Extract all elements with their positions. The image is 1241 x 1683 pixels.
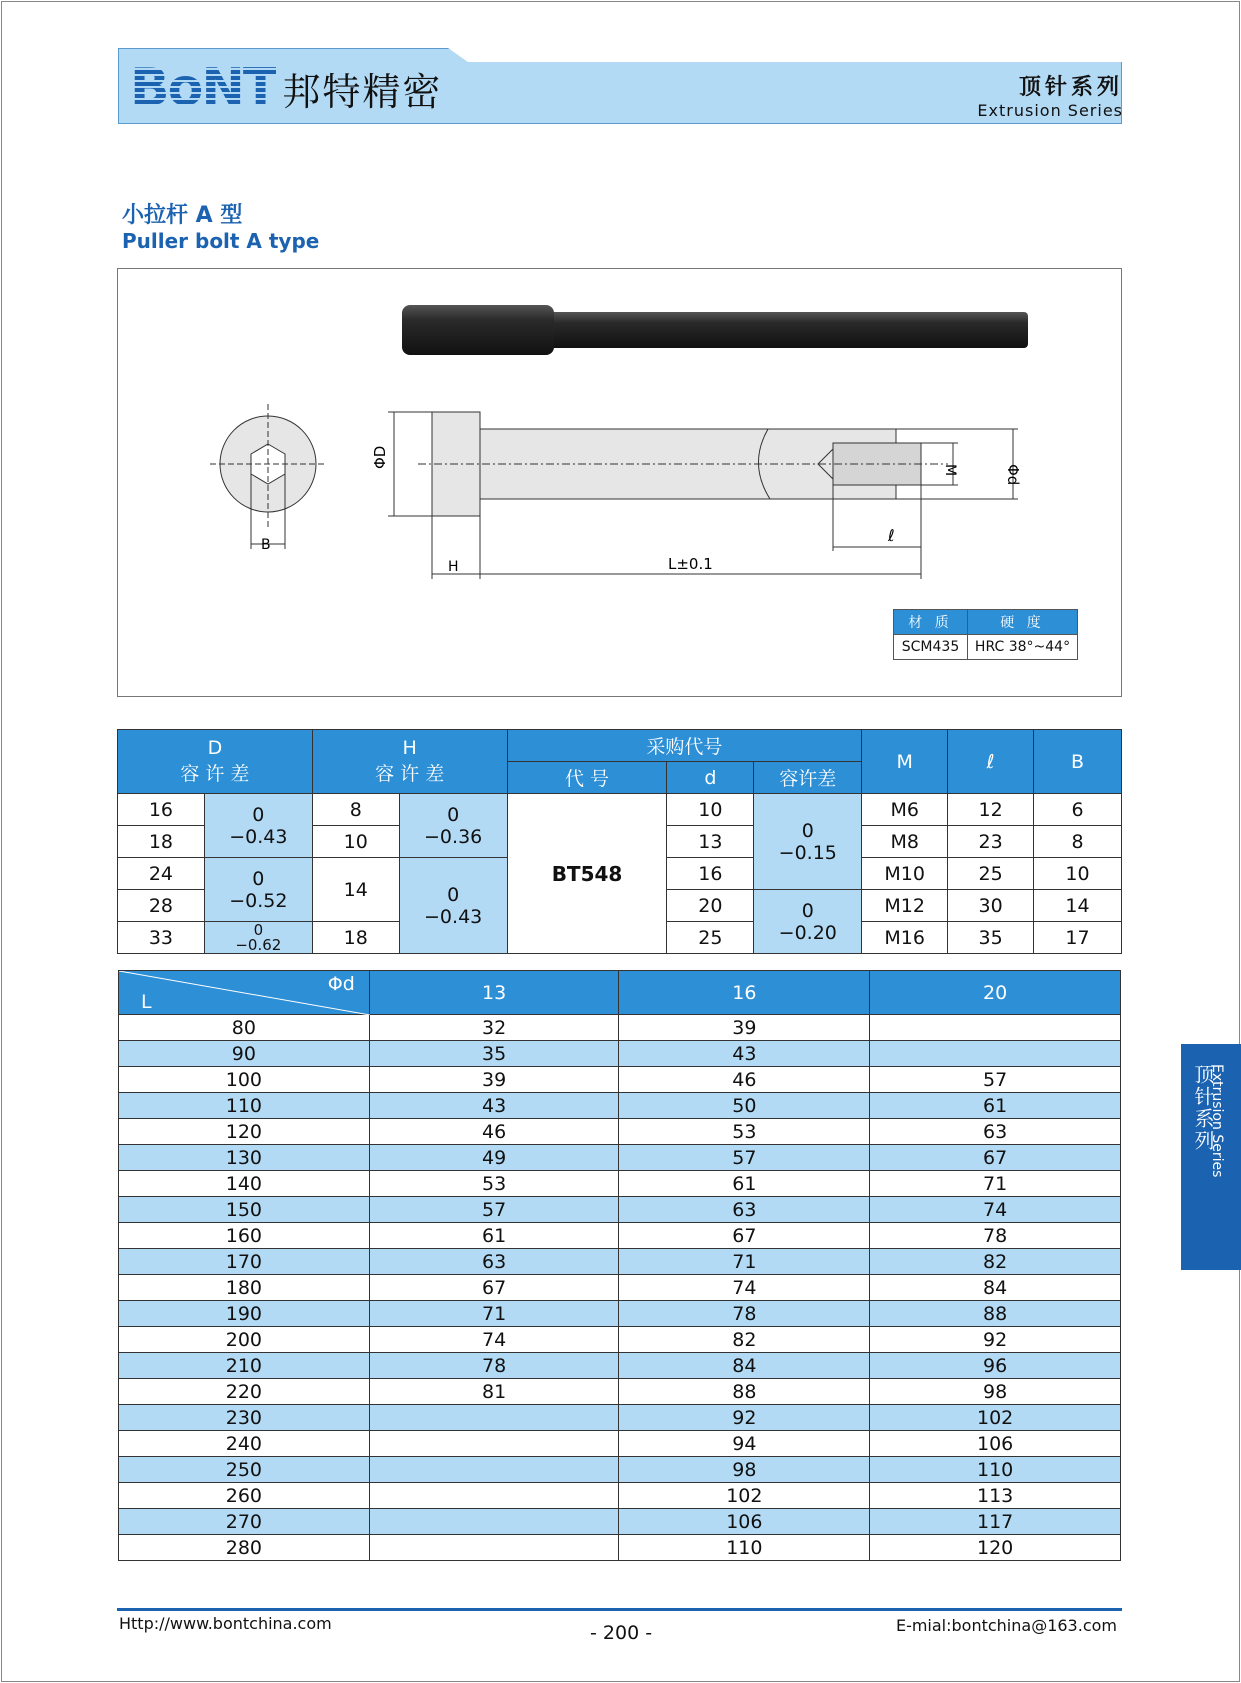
length-l: 63 [369, 1249, 619, 1275]
length-l: 71 [619, 1249, 870, 1275]
l-value: 30 [948, 890, 1034, 922]
header-M: M [862, 730, 948, 794]
length-L: 140 [119, 1171, 370, 1197]
table-row [119, 1509, 1121, 1535]
label-H: H [448, 559, 459, 575]
table-row [119, 1457, 1121, 1483]
D-tolerance: 0 −0.62 [204, 922, 312, 954]
D-value: 18 [118, 826, 205, 858]
length-l: 94 [619, 1431, 870, 1457]
l-value: 35 [948, 922, 1034, 954]
M-value: M6 [862, 794, 948, 826]
spec-table [117, 729, 1122, 954]
table-row [119, 1353, 1121, 1379]
product-figure [117, 268, 1122, 697]
brand-logo [130, 60, 442, 116]
d-tolerance: 0 −0.15 [754, 794, 862, 890]
table-row [119, 1431, 1121, 1457]
side-tab-cn: 顶针系列 [1191, 1064, 1215, 1152]
B-value: 17 [1034, 922, 1122, 954]
length-L: 150 [119, 1197, 370, 1223]
d-value: 16 [667, 858, 754, 890]
end-view [210, 404, 326, 549]
table-row [119, 1067, 1121, 1093]
length-l: 74 [619, 1275, 870, 1301]
B-value: 14 [1034, 890, 1122, 922]
side-tab [1181, 1044, 1241, 1270]
material-value: SCM435 [894, 635, 968, 660]
length-L: 240 [119, 1431, 370, 1457]
side-view [388, 412, 1018, 579]
length-l: 92 [619, 1405, 870, 1431]
header-l: ℓ [948, 730, 1034, 794]
length-rows [119, 1015, 1121, 1561]
M-value: M16 [862, 922, 948, 954]
H-value: 10 [312, 826, 399, 858]
length-l: 46 [369, 1119, 619, 1145]
H-tolerance: 0 −0.36 [399, 794, 507, 858]
table-row [119, 1197, 1121, 1223]
length-L: 110 [119, 1093, 370, 1119]
length-l: 50 [619, 1093, 870, 1119]
length-l: 117 [870, 1509, 1121, 1535]
length-l: 71 [369, 1301, 619, 1327]
length-l: 61 [619, 1171, 870, 1197]
hardness-header: 硬 度 [968, 610, 1078, 635]
length-L: 190 [119, 1301, 370, 1327]
series-cn: 顶针系列 [1018, 75, 1123, 100]
table-row [119, 1275, 1121, 1301]
length-l: 43 [619, 1041, 870, 1067]
table-row [119, 1483, 1121, 1509]
footer-email[interactable]: E-mial:bontchina@163.com [895, 1616, 1117, 1635]
length-l: 92 [870, 1327, 1121, 1353]
corner-L: L [141, 991, 152, 1013]
length-l: 88 [870, 1301, 1121, 1327]
length-l: 88 [619, 1379, 870, 1405]
page-number: - 200 - [590, 1622, 653, 1644]
corner-d: Φd [327, 973, 355, 995]
length-l: 81 [369, 1379, 619, 1405]
length-l: 84 [619, 1353, 870, 1379]
length-l [369, 1483, 619, 1509]
label-d: Φd [1004, 464, 1022, 486]
label-l: ℓ [888, 526, 895, 545]
length-l: 71 [870, 1171, 1121, 1197]
length-L: 270 [119, 1509, 370, 1535]
table-row [119, 1223, 1121, 1249]
length-L: 180 [119, 1275, 370, 1301]
table-row [119, 1249, 1121, 1275]
material-table [893, 609, 1078, 660]
length-l: 110 [870, 1457, 1121, 1483]
length-l: 74 [870, 1197, 1121, 1223]
purchase-code: BT548 [507, 794, 667, 954]
length-l: 98 [619, 1457, 870, 1483]
length-l: 78 [369, 1353, 619, 1379]
length-l: 63 [619, 1197, 870, 1223]
D-value: 33 [118, 922, 205, 954]
label-B: B [261, 537, 271, 553]
length-l: 53 [619, 1119, 870, 1145]
length-l: 53 [369, 1171, 619, 1197]
H-tolerance: 0 −0.43 [399, 858, 507, 954]
length-l [369, 1405, 619, 1431]
table-row [119, 1301, 1121, 1327]
table-row [119, 1093, 1121, 1119]
length-L: 280 [119, 1535, 370, 1561]
length-l: 120 [870, 1535, 1121, 1561]
hardness-value: HRC 38°~44° [968, 635, 1078, 660]
length-l [369, 1509, 619, 1535]
header-d-tol: 容许差 [754, 762, 862, 794]
l-value: 25 [948, 858, 1034, 890]
length-l: 113 [870, 1483, 1121, 1509]
length-L: 220 [119, 1379, 370, 1405]
length-L: 200 [119, 1327, 370, 1353]
length-L: 230 [119, 1405, 370, 1431]
col-header: 16 [619, 971, 870, 1015]
length-l: 39 [369, 1067, 619, 1093]
length-l: 57 [619, 1145, 870, 1171]
logo-cn: 邦特精密 [282, 69, 443, 114]
label-L: L±0.1 [668, 555, 713, 573]
length-l [870, 1041, 1121, 1067]
header-code: 代 号 [507, 762, 667, 794]
B-value: 8 [1034, 826, 1122, 858]
table-row [119, 1041, 1121, 1067]
table-row [119, 1405, 1121, 1431]
logo-text: BoNT [130, 58, 277, 118]
length-L: 210 [119, 1353, 370, 1379]
length-l: 32 [369, 1015, 619, 1041]
bolt-photo [402, 305, 1028, 355]
H-value: 14 [312, 858, 399, 922]
table-row [119, 1145, 1121, 1171]
length-l: 106 [619, 1509, 870, 1535]
header-d: d [667, 762, 754, 794]
table-row [119, 1379, 1121, 1405]
length-l: 67 [870, 1145, 1121, 1171]
length-l: 61 [870, 1093, 1121, 1119]
M-value: M12 [862, 890, 948, 922]
length-L: 130 [119, 1145, 370, 1171]
length-l: 78 [870, 1223, 1121, 1249]
length-table [118, 970, 1121, 1561]
d-value: 25 [667, 922, 754, 954]
length-l: 82 [619, 1327, 870, 1353]
length-L: 80 [119, 1015, 370, 1041]
B-value: 10 [1034, 858, 1122, 890]
length-l: 39 [619, 1015, 870, 1041]
length-l: 57 [369, 1197, 619, 1223]
header-H: H 容 许 差 [312, 730, 507, 794]
length-L: 160 [119, 1223, 370, 1249]
product-title-cn: 小拉杆 A 型 [122, 203, 243, 228]
col-header: 13 [369, 971, 619, 1015]
length-l: 78 [619, 1301, 870, 1327]
header-D: D 容 许 差 [118, 730, 313, 794]
length-L: 250 [119, 1457, 370, 1483]
length-l: 63 [870, 1119, 1121, 1145]
length-L: 120 [119, 1119, 370, 1145]
footer-url[interactable]: Http://www.bontchina.com [119, 1614, 332, 1633]
length-l: 110 [619, 1535, 870, 1561]
length-l: 96 [870, 1353, 1121, 1379]
table-row [119, 1119, 1121, 1145]
length-L: 260 [119, 1483, 370, 1509]
length-l: 67 [369, 1275, 619, 1301]
length-l: 84 [870, 1275, 1121, 1301]
col-header: 20 [870, 971, 1121, 1015]
M-value: M8 [862, 826, 948, 858]
length-l: 67 [619, 1223, 870, 1249]
series-en: Extrusion Series [977, 101, 1123, 120]
length-l [369, 1457, 619, 1483]
length-L: 100 [119, 1067, 370, 1093]
header-B: B [1034, 730, 1122, 794]
D-value: 28 [118, 890, 205, 922]
B-value: 6 [1034, 794, 1122, 826]
side-tab-en: Extrusion Series [1209, 1064, 1225, 1178]
D-tolerance: 0 −0.52 [204, 858, 312, 922]
length-l: 102 [870, 1405, 1121, 1431]
length-l: 98 [870, 1379, 1121, 1405]
label-D: ΦD [371, 445, 389, 469]
length-l: 106 [870, 1431, 1121, 1457]
length-l [369, 1431, 619, 1457]
d-value: 13 [667, 826, 754, 858]
footer-line [117, 1608, 1122, 1611]
d-value: 20 [667, 890, 754, 922]
D-tolerance: 0 −0.43 [204, 794, 312, 858]
M-value: M10 [862, 858, 948, 890]
length-l: 82 [870, 1249, 1121, 1275]
length-l: 57 [870, 1067, 1121, 1093]
length-l: 102 [619, 1483, 870, 1509]
length-l: 49 [369, 1145, 619, 1171]
header-purchase: 采购代号 [507, 730, 862, 762]
label-M: M [942, 464, 958, 477]
length-l [870, 1015, 1121, 1041]
D-value: 24 [118, 858, 205, 890]
series-label [977, 70, 1123, 120]
product-title-en: Puller bolt A type [122, 229, 320, 253]
l-value: 23 [948, 826, 1034, 858]
table-row [119, 1327, 1121, 1353]
length-l: 46 [619, 1067, 870, 1093]
length-l: 61 [369, 1223, 619, 1249]
d-value: 10 [667, 794, 754, 826]
length-l [369, 1535, 619, 1561]
table-row [119, 1015, 1121, 1041]
table-row [119, 1171, 1121, 1197]
table-row [119, 1535, 1121, 1561]
length-L: 90 [119, 1041, 370, 1067]
length-l: 74 [369, 1327, 619, 1353]
D-value: 16 [118, 794, 205, 826]
d-tolerance: 0 −0.20 [754, 890, 862, 954]
corner-header [119, 971, 370, 1015]
length-L: 170 [119, 1249, 370, 1275]
length-l: 35 [369, 1041, 619, 1067]
material-header: 材 质 [894, 610, 968, 635]
length-l: 43 [369, 1093, 619, 1119]
H-value: 8 [312, 794, 399, 826]
l-value: 12 [948, 794, 1034, 826]
H-value: 18 [312, 922, 399, 954]
